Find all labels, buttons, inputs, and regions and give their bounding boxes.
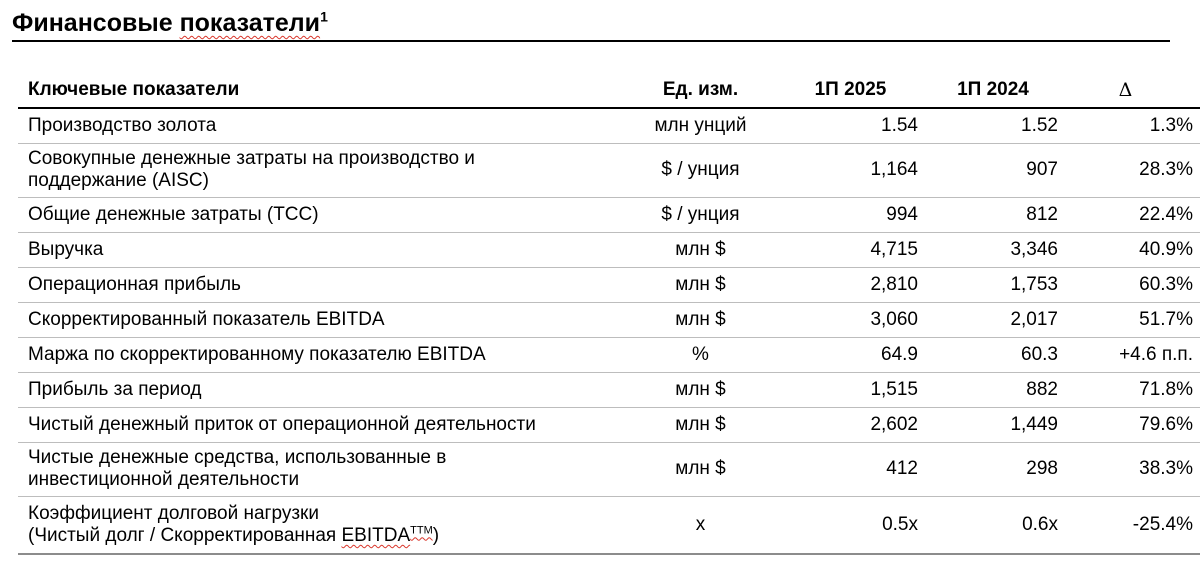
row-value-2024: 2,017 bbox=[928, 302, 1058, 337]
row-unit: $ / унция bbox=[618, 143, 783, 197]
row-value-2024: 1,449 bbox=[928, 407, 1058, 442]
table-row bbox=[18, 407, 1200, 442]
row-value-2025: 64.9 bbox=[783, 337, 928, 372]
row-value-2025: 4,715 bbox=[783, 232, 928, 267]
row-delta: -25.4% bbox=[1058, 496, 1200, 554]
row-value-2025: 412 bbox=[783, 442, 928, 496]
table-row bbox=[18, 372, 1200, 407]
row-indicator-line-suffix: ) bbox=[432, 524, 440, 546]
row-value-2024: 0.6x bbox=[928, 496, 1058, 554]
row-indicator bbox=[18, 232, 618, 267]
header-indicator: Ключевые показатели bbox=[18, 72, 618, 108]
table-row bbox=[18, 232, 1200, 267]
table-row bbox=[18, 302, 1200, 337]
ttm-superscript: TTM bbox=[410, 524, 433, 537]
row-indicator bbox=[18, 372, 618, 407]
header-period-2024: 1П 2024 bbox=[928, 72, 1058, 108]
row-indicator bbox=[18, 143, 618, 197]
table-row bbox=[18, 337, 1200, 372]
ebitda-underlined: EBITDA bbox=[341, 524, 411, 546]
row-delta: 1.3% bbox=[1058, 108, 1200, 143]
row-indicator-line bbox=[28, 525, 618, 547]
row-value-2025: 2,602 bbox=[783, 407, 928, 442]
row-indicator bbox=[18, 302, 618, 337]
row-value-2024: 60.3 bbox=[928, 337, 1058, 372]
row-unit: млн $ bbox=[618, 407, 783, 442]
page-title-prefix: Финансовые bbox=[12, 9, 180, 37]
row-indicator-line: Производство золота bbox=[28, 114, 217, 136]
row-value-2025: 1,515 bbox=[783, 372, 928, 407]
row-value-2025: 3,060 bbox=[783, 302, 928, 337]
row-value-2024: 298 bbox=[928, 442, 1058, 496]
row-delta: +4.6 п.п. bbox=[1058, 337, 1200, 372]
row-indicator bbox=[18, 496, 618, 554]
row-indicator bbox=[18, 267, 618, 302]
row-unit: млн $ bbox=[618, 442, 783, 496]
row-unit: млн $ bbox=[618, 302, 783, 337]
row-indicator bbox=[18, 442, 618, 496]
row-unit: млн $ bbox=[618, 372, 783, 407]
row-indicator bbox=[18, 197, 618, 232]
row-value-2024: 1,753 bbox=[928, 267, 1058, 302]
row-unit: $ / унция bbox=[618, 197, 783, 232]
header-delta: Δ bbox=[1058, 72, 1200, 108]
page-title bbox=[12, 4, 328, 42]
financial-indicators-table bbox=[18, 72, 1200, 555]
row-value-2025: 994 bbox=[783, 197, 928, 232]
row-value-2024: 812 bbox=[928, 197, 1058, 232]
table-row bbox=[18, 143, 1200, 197]
header-unit: Ед. изм. bbox=[618, 72, 783, 108]
row-delta: 60.3% bbox=[1058, 267, 1200, 302]
table-header-row bbox=[18, 72, 1200, 108]
row-indicator-line: поддержание (AISC) bbox=[28, 170, 209, 191]
row-delta: 28.3% bbox=[1058, 143, 1200, 197]
row-delta: 38.3% bbox=[1058, 442, 1200, 496]
row-value-2024: 3,346 bbox=[928, 232, 1058, 267]
row-indicator-line: Общие денежные затраты (TCC) bbox=[28, 203, 319, 225]
title-rule bbox=[12, 40, 1170, 42]
table-row bbox=[18, 496, 1200, 554]
row-indicator-line: Выручка bbox=[28, 238, 104, 260]
row-indicator-line: Совокупные денежные затраты на производство и bbox=[28, 148, 475, 169]
row-unit: млн $ bbox=[618, 232, 783, 267]
table-row bbox=[18, 442, 1200, 496]
row-unit: % bbox=[618, 337, 783, 372]
table-row bbox=[18, 267, 1200, 302]
row-indicator-line: Чистые денежные средства, использованные в bbox=[28, 447, 447, 468]
row-delta: 71.8% bbox=[1058, 372, 1200, 407]
title-footnote-mark: 1 bbox=[320, 8, 328, 25]
header-period-2025: 1П 2025 bbox=[783, 72, 928, 108]
row-value-2024: 882 bbox=[928, 372, 1058, 407]
row-value-2025: 1.54 bbox=[783, 108, 928, 143]
row-value-2025: 1,164 bbox=[783, 143, 928, 197]
row-indicator-line: Операционная прибыль bbox=[28, 273, 241, 295]
row-indicator bbox=[18, 407, 618, 442]
row-indicator-line-text: (Чистый долг / Скорректированная bbox=[28, 524, 342, 546]
row-indicator-line: Коэффициент долговой нагрузки bbox=[28, 502, 319, 524]
row-indicator-line: Прибыль за период bbox=[28, 378, 202, 400]
row-value-2025: 0.5x bbox=[783, 496, 928, 554]
row-indicator bbox=[18, 108, 618, 143]
page-title-underlined: показатели bbox=[179, 9, 321, 37]
row-value-2025: 2,810 bbox=[783, 267, 928, 302]
row-indicator bbox=[18, 337, 618, 372]
table-row bbox=[18, 197, 1200, 232]
row-delta: 40.9% bbox=[1058, 232, 1200, 267]
row-indicator-line: Чистый денежный приток от операционной деятельности bbox=[28, 413, 536, 435]
row-unit: млн унций bbox=[618, 108, 783, 143]
row-delta: 79.6% bbox=[1058, 407, 1200, 442]
row-indicator-line: Скорректированный показатель EBITDA bbox=[28, 308, 385, 330]
table-row bbox=[18, 108, 1200, 143]
row-value-2024: 1.52 bbox=[928, 108, 1058, 143]
row-unit: млн $ bbox=[618, 267, 783, 302]
row-value-2024: 907 bbox=[928, 143, 1058, 197]
row-delta: 22.4% bbox=[1058, 197, 1200, 232]
row-indicator-line: Маржа по скорректированному показателю EBITDA bbox=[28, 343, 486, 365]
row-indicator-line: инвестиционной деятельности bbox=[28, 469, 300, 490]
row-delta: 51.7% bbox=[1058, 302, 1200, 337]
row-unit: x bbox=[618, 496, 783, 554]
